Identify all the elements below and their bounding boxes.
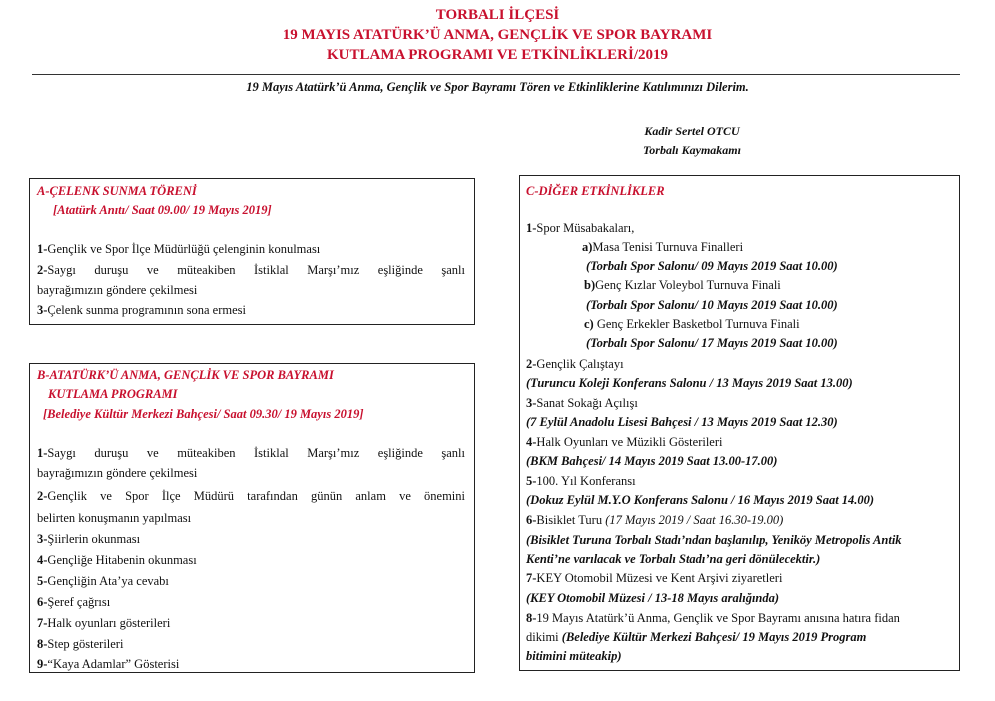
- section-b-item-2: [37, 488, 465, 504]
- item-number: 1-: [37, 446, 48, 460]
- item-number: 4-: [37, 553, 48, 567]
- section-c-item-3-place: (7 Eylül Anadolu Lisesi Bahçesi / 13 Mayıs 2019 Saat 12.30): [526, 415, 838, 429]
- section-c-sub-b-place: (Torbalı Spor Salonu/ 10 Mayıs 2019 Saat 10.00): [586, 298, 838, 312]
- item-cont: dikimi: [526, 630, 562, 644]
- invitation-text: 19 Mayıs Atatürk’ü Anma, Gençlik ve Spor Bayramı Tören ve Etkinliklerine Katılımınızı Dilerim.: [246, 80, 749, 94]
- section-a-location: [Atatürk Anıtı/ Saat 09.00/ 19 Mayıs 2019]: [53, 203, 272, 217]
- item-number: 9-: [37, 657, 48, 671]
- section-b-item-8: [37, 636, 123, 652]
- section-c-sub-c-place: (Torbalı Spor Salonu/ 17 Mayıs 2019 Saat 10.00): [586, 336, 838, 350]
- item-number: 8-: [526, 611, 537, 625]
- section-a-item-1: [37, 241, 320, 257]
- item-text: Bisiklet Turu: [536, 513, 606, 527]
- header-title-line1: TORBALI İLÇESİ: [435, 7, 560, 23]
- section-b-item-9: [37, 656, 179, 672]
- item-time: (17 Mayıs 2019 / Saat 16.30-19.00): [605, 513, 784, 527]
- signature-title: Torbalı Kaymakamı: [643, 143, 741, 157]
- item-number: 2-: [37, 489, 48, 503]
- item-number: 7-: [526, 571, 537, 585]
- item-text: KEY Otomobil Müzesi ve Kent Arşivi ziyaretleri: [536, 571, 783, 585]
- section-c-item-8-place2: bitimini müteakip): [526, 649, 622, 663]
- item-text: Halk oyunları gösterileri: [47, 616, 171, 630]
- section-a-title: A-ÇELENK SUNMA TÖRENİ: [37, 184, 197, 198]
- section-b-item-1: [37, 445, 465, 461]
- section-c-item-7-place: (KEY Otomobil Müzesi / 13-18 Mayıs aralığında): [526, 591, 780, 605]
- item-number: 5-: [37, 574, 48, 588]
- section-c-item-2-place: (Turuncu Koleji Konferans Salonu / 13 Mayıs 2019 Saat 13.00): [526, 376, 853, 390]
- section-b-item-2-cont: belirten konuşmanın yapılması: [37, 511, 192, 525]
- section-a-box: [29, 178, 475, 325]
- sub-text: Genç Erkekler Basketbol Turnuva Finali: [593, 317, 800, 331]
- section-c-item-4: [526, 434, 723, 450]
- item-text: Step gösterileri: [47, 637, 124, 651]
- section-c-item-3: [526, 395, 638, 411]
- section-c-item-4-place: (BKM Bahçesi/ 14 Mayıs 2019 Saat 13.00-17.00): [526, 454, 778, 468]
- section-c-item-8: [526, 610, 900, 626]
- sub-letter: b): [584, 278, 596, 292]
- section-c-title: C-DİĞER ETKİNLİKLER: [526, 184, 665, 198]
- item-text: Gençliğin Ata’ya cevabı: [47, 574, 169, 588]
- item-number: 5-: [526, 474, 537, 488]
- section-c-item-5-place: (Dokuz Eylül M.Y.O Konferans Salonu / 16 Mayıs 2019 Saat 14.00): [526, 493, 875, 507]
- item-number: 3-: [37, 532, 48, 546]
- section-c-sub-a: [582, 239, 743, 255]
- section-b-box: [29, 363, 475, 673]
- sub-text: Genç Kızlar Voleybol Turnuva Finali: [595, 278, 781, 292]
- header-title-line3: KUTLAMA PROGRAMI VE ETKİNLİKLERİ/2019: [326, 47, 668, 63]
- header-divider: [32, 74, 960, 75]
- section-c-item-6-note2: Kenti’ne varılacak ve Torbalı Stadı’na geri dönülecektir.): [526, 552, 821, 566]
- item-number: 6-: [526, 513, 537, 527]
- section-a-item-2-cont: bayrağımızın göndere çekilmesi: [37, 283, 198, 297]
- item-number: 1-: [526, 221, 537, 235]
- section-b-item-3: [37, 531, 140, 547]
- item-text: Saygı duruşu ve müteakiben İstiklal Marşı’mız eşliğinde şanlı: [47, 446, 465, 460]
- item-text: Gençliğe Hitabenin okunması: [47, 553, 197, 567]
- item-text: Gençlik ve Spor İlçe Müdürü tarafından günün anlam ve önemini: [47, 489, 465, 503]
- item-number: 4-: [526, 435, 537, 449]
- item-text: Gençlik Çalıştayı: [536, 357, 624, 371]
- sub-letter: c): [584, 317, 594, 331]
- section-c-sub-b: [584, 277, 781, 293]
- item-text: Sanat Sokağı Açılışı: [536, 396, 638, 410]
- item-text: Spor Müsabakaları,: [536, 221, 635, 235]
- item-text: 19 Mayıs Atatürk’ü Anma, Gençlik ve Spor Bayramı anısına hatıra fidan: [536, 611, 900, 625]
- signature-name: Kadir Sertel OTCU: [644, 124, 740, 138]
- section-c-item-6: [526, 512, 783, 528]
- item-text: Halk Oyunları ve Müzikli Gösterileri: [536, 435, 723, 449]
- item-text: 100. Yıl Konferansı: [536, 474, 636, 488]
- section-c-box: [519, 175, 960, 671]
- item-number: 3-: [526, 396, 537, 410]
- item-text: Çelenk sunma programının sona ermesi: [47, 303, 246, 317]
- sub-text: Masa Tenisi Turnuva Finalleri: [592, 240, 744, 254]
- section-c-sub-c: [584, 316, 800, 332]
- item-text: Şeref çağrısı: [47, 595, 111, 609]
- item-number: 6-: [37, 595, 48, 609]
- section-a-item-2: [37, 262, 465, 278]
- item-number: 1-: [37, 242, 48, 256]
- item-place: (Belediye Kültür Merkezi Bahçesi/ 19 Mayıs 2019 Program: [561, 630, 867, 644]
- section-b-item-4: [37, 552, 197, 568]
- item-text: Saygı duruşu ve müteakiben İstiklal Marşı’mız eşliğinde şanlı: [47, 263, 465, 277]
- section-b-title-line2: KUTLAMA PROGRAMI: [48, 387, 178, 401]
- section-c-item-2: [526, 356, 624, 372]
- section-c-item-7: [526, 570, 782, 586]
- item-text: Şiirlerin okunması: [47, 532, 141, 546]
- item-number: 2-: [37, 263, 48, 277]
- item-number: 2-: [526, 357, 537, 371]
- section-c-item-6-note1: (Bisiklet Turuna Torbalı Stadı’ndan başlanılıp, Yeniköy Metropolis Antik: [526, 533, 902, 547]
- item-number: 8-: [37, 637, 48, 651]
- section-c-sub-a-place: (Torbalı Spor Salonu/ 09 Mayıs 2019 Saat 10.00): [586, 259, 838, 273]
- item-number: 7-: [37, 616, 48, 630]
- item-text: Gençlik ve Spor İlçe Müdürlüğü çelenginin konulması: [47, 242, 321, 256]
- section-b-location: [Belediye Kültür Merkezi Bahçesi/ Saat 09.30/ 19 Mayıs 2019]: [43, 407, 364, 421]
- section-a-item-3: [37, 302, 246, 318]
- sub-letter: a): [582, 240, 593, 254]
- item-text: “Kaya Adamlar” Gösterisi: [47, 657, 180, 671]
- section-b-item-7: [37, 615, 170, 631]
- section-c-item-8-cont: [526, 629, 866, 645]
- section-b-item-6: [37, 594, 110, 610]
- section-b-item-5: [37, 573, 169, 589]
- section-c-item-5: [526, 473, 636, 489]
- item-number: 3-: [37, 303, 48, 317]
- section-b-title-line1: B-ATATÜRK’Ü ANMA, GENÇLİK VE SPOR BAYRAMI: [37, 368, 334, 382]
- section-b-item-1-cont: bayrağımızın göndere çekilmesi: [37, 466, 198, 480]
- header-title-line2: 19 MAYIS ATATÜRK’Ü ANMA, GENÇLİK VE SPOR BAYRAMI: [282, 27, 713, 43]
- section-c-item-1: [526, 220, 634, 236]
